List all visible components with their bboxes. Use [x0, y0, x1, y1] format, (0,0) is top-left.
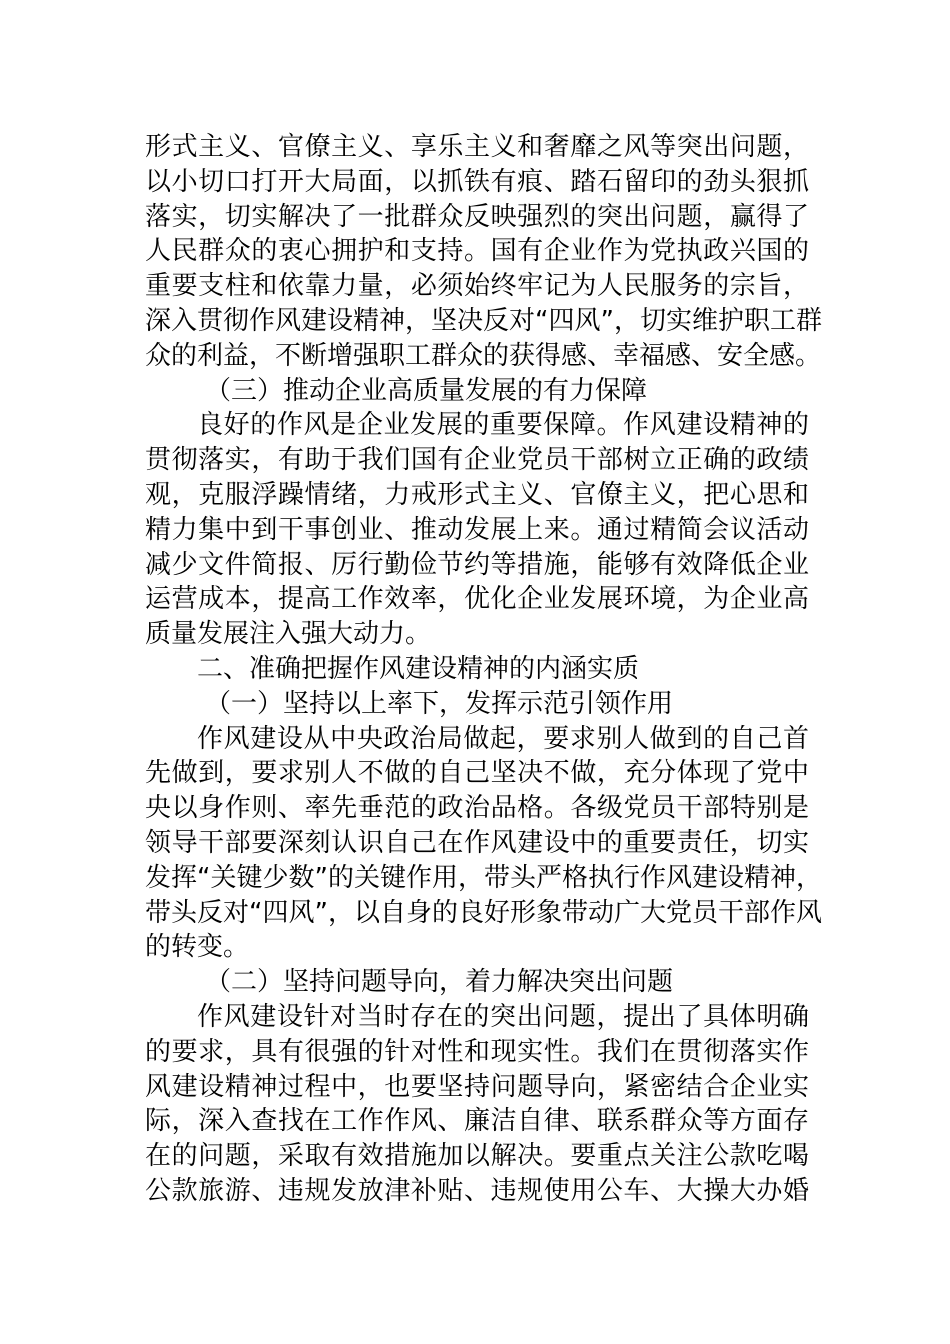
subsection-heading: （二）坚持问题导向，着力解决突出问题 — [205, 967, 674, 998]
text-line: 以小切口打开大局面，以抓铁有痕、踏石留印的劲头狠抓 — [145, 166, 809, 197]
text-line: 带头反对“四风”，以自身的良好形象带动广大党员干部作风 — [145, 897, 822, 928]
text-line: 形式主义、官僚主义、享乐主义和奢靡之风等突出问题， — [145, 132, 809, 162]
text-line: 减少文件简报、厉行勤俭节约等措施，能够有效降低企业 — [145, 549, 809, 580]
text-line: 落实，切实解决了一批群众反映强烈的突出问题，赢得了 — [145, 201, 809, 232]
text-line: 观，克服浮躁情绪，力戒形式主义、官僚主义，把心思和 — [145, 479, 809, 510]
text-line: 良好的作风是企业发展的重要保障。作风建设精神的 — [197, 410, 809, 441]
text-line: 风建设精神过程中，也要坚持问题导向，紧密结合企业实 — [145, 1071, 809, 1102]
text-line: 人民群众的衷心拥护和支持。国有企业作为党执政兴国的 — [145, 236, 809, 267]
text-line: 质量发展注入强大动力。 — [145, 619, 432, 650]
text-line: 众的利益，不断增强职工群众的获得感、幸福感、安全感。 — [145, 340, 822, 371]
text-line: 作风建设针对当时存在的突出问题，提出了具体明确 — [197, 1001, 809, 1032]
text-line: 运营成本，提高工作效率，优化企业发展环境，为企业高 — [145, 584, 809, 615]
text-line: 的要求，具有很强的针对性和现实性。我们在贯彻落实作 — [145, 1036, 809, 1067]
text-line: 深入贯彻作风建设精神，坚决反对“四风”，切实维护职工群 — [145, 305, 822, 336]
text-line: 公款旅游、违规发放津补贴、违规使用公车、大操大办婚 — [145, 1175, 809, 1206]
text-line: 精力集中到干事创业、推动发展上来。通过精简会议活动 — [145, 514, 809, 545]
text-line: 先做到，要求别人不做的自己坚决不做，充分体现了党中 — [145, 758, 809, 789]
text-line: 央以身作则、率先垂范的政治品格。各级党员干部特别是 — [145, 793, 809, 824]
text-line: 的转变。 — [145, 932, 250, 963]
subsection-heading: （一）坚持以上率下，发挥示范引领作用 — [205, 688, 674, 719]
text-line: 在的问题，采取有效措施加以解决。要重点关注公款吃喝 — [145, 1141, 809, 1172]
text-line: 际，深入查找在工作作风、廉洁自律、联系群众等方面存 — [145, 1106, 809, 1137]
document-body — [145, 130, 822, 1209]
text-line: 领导干部要深刻认识自己在作风建设中的重要责任，切实 — [145, 827, 809, 858]
text-line: 贯彻落实，有助于我们国有企业党员干部树立正确的政绩 — [145, 445, 809, 476]
text-line: 作风建设从中央政治局做起，要求别人做到的自己首 — [197, 723, 809, 754]
section-heading: 二、准确把握作风建设精神的内涵实质 — [197, 653, 640, 684]
text-line: 发挥“关键少数”的关键作用，带头严格执行作风建设精神， — [145, 862, 822, 893]
subsection-heading: （三）推动企业高质量发展的有力保障 — [205, 375, 648, 406]
text-line: 重要支柱和依靠力量，必须始终牢记为人民服务的宗旨， — [145, 271, 809, 302]
